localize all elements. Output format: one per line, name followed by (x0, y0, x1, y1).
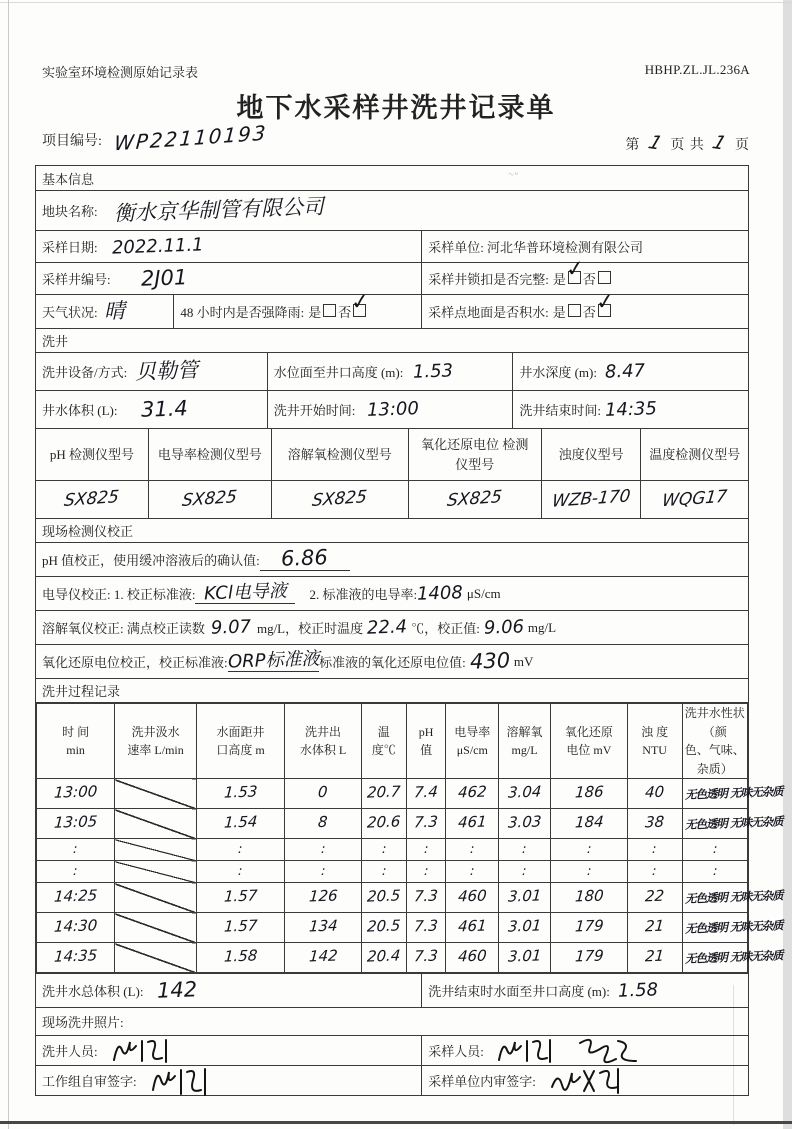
sampling-org: 采样单位: 河北华普环境检测有限公司 (428, 240, 644, 255)
process-cell: 21 (627, 913, 682, 943)
row-volume-times (36, 390, 748, 428)
process-cell: : (196, 839, 284, 861)
end-water-level-value: 1.58 (617, 979, 659, 1002)
instrument-model-value: WQG17 (661, 486, 729, 512)
process-cell: 1.57 (196, 913, 284, 943)
instrument-model (541, 481, 641, 518)
process-cell: 20.6 (361, 809, 406, 839)
section-title: 洗井过程记录 (42, 684, 121, 699)
washer-label: 洗井人员: (42, 1044, 98, 1060)
section-title: 现场检测仪校正 (42, 524, 134, 539)
section-title: 洗井 (42, 334, 69, 349)
self-review-label: 工作组自审签字: (42, 1074, 137, 1090)
cond-rate-label: 2. 标准液的电导率: (309, 587, 418, 602)
yes-word: 是 (308, 305, 322, 320)
row-signatures (36, 1065, 748, 1095)
section-title: 基本信息 (42, 171, 95, 187)
page-total-value: 1 (709, 131, 731, 155)
sample-date-label: 采样日期: (42, 240, 98, 255)
instrument-header (271, 429, 408, 480)
instrument-model (36, 481, 148, 518)
process-cell: 461 (446, 913, 499, 943)
row-instrument-models (36, 480, 748, 518)
lock-intact-label: 采样井锁扣是否完整: (428, 272, 549, 287)
process-cell: 180 (550, 883, 627, 913)
sampler-signature-scribble-2 (574, 1035, 644, 1067)
well-volume-value: 31.4 (141, 396, 189, 422)
instrument-header-text: 氧化还原电位 检测仪型号 (421, 437, 529, 472)
check-mark: ✓ (594, 288, 616, 316)
page-word: 第 (625, 138, 641, 153)
process-cell: 3.01 (499, 943, 551, 973)
process-cell: 460 (446, 883, 499, 913)
check-mark: ✓ (564, 255, 586, 283)
process-cell: 7.3 (406, 883, 446, 913)
row-photos (36, 1007, 748, 1035)
row-orp-calibration (36, 644, 748, 678)
start-time-value: 13:00 (366, 397, 420, 421)
process-cell: : (446, 839, 499, 861)
process-column-header: pH 值 (406, 704, 446, 779)
lock-no-checkbox (596, 270, 613, 288)
do-value-label: ℃，校正值: (411, 621, 480, 636)
process-cell: 38 (627, 809, 682, 839)
process-table (36, 703, 783, 973)
site-photo-label: 现场洗井照片: (42, 1015, 124, 1031)
sampler-signature-scribble-1 (494, 1036, 564, 1066)
process-cell: 40 (627, 779, 682, 809)
well-id-label: 采样井编号: (42, 272, 111, 287)
process-cell: : (196, 861, 284, 883)
process-cell: 179 (550, 913, 627, 943)
project-number-value: WP22110193 (113, 120, 269, 156)
process-cell: 7.3 (406, 913, 446, 943)
document-code: HBHP.ZL.JL.236A (644, 62, 750, 77)
process-record-area (36, 702, 783, 973)
scan-edge-bottom (0, 1121, 792, 1124)
process-cell: : (406, 861, 446, 883)
rain-yes-checkbox (321, 303, 338, 321)
row-date-org (36, 230, 748, 262)
process-cell: : (627, 861, 682, 883)
process-cell: : (682, 839, 748, 861)
do-reading-value: 9.07 (210, 615, 252, 639)
instrument-header-text: 溶解氧检测仪型号 (287, 446, 392, 462)
device-value: 贝勒管 (134, 357, 199, 385)
process-cell: 22 (627, 883, 682, 913)
process-column-header: 温 度℃ (361, 704, 406, 779)
total-volume-label: 洗井水总体积 (L): (42, 984, 144, 1000)
page-title: 地下水采样井洗井记录单 (236, 93, 556, 123)
instrument-header (541, 429, 641, 480)
well-volume-label: 井水体积 (L): (42, 403, 118, 418)
process-column-header: 洗井水性状（颜 色、气味、杂质） (682, 704, 748, 779)
do-calibration-label: 溶解氧仪校正: 满点校正读数 (42, 621, 205, 636)
process-row (37, 779, 748, 809)
scan-edge-right (783, 0, 792, 1129)
yes-word: 是 (552, 272, 566, 287)
sampler-label: 采样人员: (428, 1044, 484, 1060)
cond-standard-value: KCl电导液 (203, 580, 288, 604)
process-column-header: 溶解氧 mg/L (499, 704, 551, 779)
process-cell: 20.5 (361, 913, 406, 943)
instrument-header (640, 429, 748, 480)
total-volume-value: 142 (157, 977, 198, 1004)
instrument-model (271, 481, 408, 518)
process-cell (115, 883, 197, 913)
process-cell: : (499, 839, 551, 861)
process-cell: 21 (627, 943, 682, 973)
water-level-value: 1.53 (412, 359, 454, 383)
process-cell: 13:05 (37, 809, 115, 839)
process-cell (115, 913, 197, 943)
process-cell: 186 (550, 779, 627, 809)
page-counter (625, 131, 750, 155)
process-cell: 无色透明 无味无杂质 (682, 913, 748, 943)
process-cell (115, 779, 197, 809)
do-unit: mg/L (527, 619, 557, 635)
instrument-header (408, 429, 541, 480)
process-cell: : (682, 861, 748, 883)
process-column-header: 氧化还原 电位 mV (550, 704, 627, 779)
process-cell: 184 (550, 809, 627, 839)
page-word: 页 共 (670, 138, 705, 153)
process-cell: 3.01 (499, 913, 551, 943)
ponding-label: 采样点地面是否积水: (428, 305, 549, 320)
process-row (37, 839, 748, 861)
process-cell (115, 943, 197, 973)
process-cell: 1.53 (196, 779, 284, 809)
do-cal-value: 9.06 (483, 615, 525, 639)
process-cell: 7.4 (406, 779, 446, 809)
row-totals (36, 973, 748, 1007)
water-level-label: 水位面至井口高度 (m): (273, 365, 404, 380)
process-cell: 20.4 (361, 943, 406, 973)
process-row (37, 883, 748, 913)
cond-rate-value: 1408 (416, 581, 464, 605)
instrument-model-value: SX825 (446, 486, 504, 512)
process-cell: : (361, 861, 406, 883)
process-cell: 14:35 (37, 943, 115, 973)
process-row (37, 861, 748, 883)
end-time-value: 14:35 (604, 397, 658, 421)
process-cell: : (446, 861, 499, 883)
rain-48h-label: 48 小时内是否强降雨: (180, 305, 305, 320)
instrument-header (148, 429, 271, 480)
process-cell: 无色透明 无味无杂质 (682, 943, 748, 973)
no-word: 否 (582, 305, 596, 320)
process-cell: : (550, 861, 627, 883)
row-device-depths (36, 352, 748, 390)
well-depth-label: 井水深度 (m): (519, 365, 597, 380)
process-cell: 3.03 (499, 809, 551, 839)
do-temp-value: 22.4 (366, 615, 408, 639)
row-well-lock (36, 255, 748, 294)
no-word: 否 (582, 272, 596, 287)
process-cell: 无色透明 无味无杂质 (682, 809, 748, 839)
check-mark: ✓ (350, 288, 372, 316)
process-column-header: 时 间 min (37, 704, 115, 779)
instrument-header-text: 温度检测仪型号 (649, 446, 741, 462)
ponding-yes-checkbox (566, 303, 583, 321)
orp-value-label: 标准液的氧化还原电位值: (319, 655, 466, 670)
document-type-label: 实验室环境检测原始记录表 (42, 65, 199, 80)
process-column-header: 电导率 μS/cm (446, 704, 499, 779)
orp-value: 430 (469, 648, 511, 674)
process-cell: : (285, 861, 362, 883)
internal-review-signature-scribble (546, 1065, 632, 1097)
yes-word: 是 (552, 305, 566, 320)
row-do-calibration (36, 610, 748, 644)
ph-calibration-label: pH 值校正，使用缓冲溶液后的确认值: (42, 553, 260, 568)
process-cell: 3.01 (499, 883, 551, 913)
process-cell: : (499, 861, 551, 883)
process-cell: 1.57 (196, 883, 284, 913)
process-cell: 134 (285, 913, 362, 943)
page-number-value: 1 (645, 131, 666, 155)
process-cell: : (37, 861, 115, 883)
process-cell: : (361, 839, 406, 861)
cond-unit: μS/cm (466, 585, 501, 601)
scan-edge-top (0, 2, 792, 3)
row-ph-calibration (36, 542, 748, 576)
row-site-name (36, 190, 748, 230)
pencil-smudge: ~" (506, 168, 520, 183)
process-cell (115, 839, 197, 861)
process-cell: 14:25 (37, 883, 115, 913)
scan-edge-left (8, 0, 9, 1129)
orp-standard-value: ORP标准液 (227, 647, 320, 673)
end-time-label: 洗井结束时间: (519, 403, 601, 418)
process-cell: 460 (446, 943, 499, 973)
process-cell: : (285, 839, 362, 861)
self-review-signature-scribble (147, 1064, 221, 1098)
process-cell: 20.5 (361, 883, 406, 913)
process-cell: 7.3 (406, 943, 446, 973)
process-column-header: 洗井汲水 速率 L/min (115, 704, 197, 779)
no-word: 否 (338, 305, 352, 320)
lock-yes-checkbox (564, 255, 586, 288)
process-column-header: 水面距井 口高度 m (196, 704, 284, 779)
do-temp-label: mg/L，校正时温度 (256, 621, 364, 636)
process-cell: 13:00 (37, 779, 115, 809)
project-number-label: 项目编号: (42, 134, 102, 149)
rain-no-checkbox (350, 288, 372, 321)
process-row (37, 913, 748, 943)
process-column-header: 洗井出 水体积 L (285, 704, 362, 779)
process-cell: 142 (285, 943, 362, 973)
process-cell: 3.04 (499, 779, 551, 809)
page-word: 页 (735, 138, 750, 153)
process-cell: : (37, 839, 115, 861)
row-cond-calibration (36, 576, 748, 610)
instrument-model-value: SX825 (181, 486, 239, 512)
instrument-header-text: 电导率检测仪型号 (157, 446, 262, 462)
instrument-header (36, 429, 148, 480)
well-id-value: 2J01 (140, 265, 188, 291)
process-cell: 126 (285, 883, 362, 913)
process-cell: 0 (285, 779, 362, 809)
process-cell (115, 809, 197, 839)
start-time-label: 洗井开始时间: (273, 403, 356, 418)
record-form-table (35, 165, 783, 1096)
cond-calibration-label: 电导仪校正: 1. 校正标准液: (42, 587, 196, 602)
process-cell: 20.7 (361, 779, 406, 809)
instrument-header-text: pH 检测仪型号 (49, 446, 134, 462)
instrument-model (640, 481, 748, 518)
orp-unit: mV (513, 653, 534, 669)
instrument-model-value: SX825 (311, 486, 369, 512)
process-row (37, 809, 748, 839)
row-instrument-headers (36, 428, 748, 480)
process-cell: 1.58 (196, 943, 284, 973)
process-column-header: 浊 度 NTU (627, 704, 682, 779)
row-weather (36, 288, 748, 328)
device-label: 洗井设备/方式: (42, 365, 128, 380)
process-cell: : (406, 839, 446, 861)
instrument-model-value: SX825 (63, 486, 121, 512)
process-cell: 461 (446, 809, 499, 839)
instrument-model (408, 481, 541, 518)
row-personnel (36, 1035, 748, 1065)
end-water-level-label: 洗井结束时水面至井口高度 (m): (428, 984, 610, 1000)
section-basic-info (36, 166, 748, 190)
process-cell: 462 (446, 779, 499, 809)
instrument-header-text: 浊度仪型号 (558, 446, 624, 462)
process-cell: 7.3 (406, 809, 446, 839)
process-cell: 无色透明 无味无杂质 (682, 779, 748, 809)
instrument-model-value: WZB-170 (551, 486, 632, 512)
well-depth-value: 8.47 (604, 359, 646, 383)
ponding-no-checkbox (594, 288, 616, 321)
process-cell: 1.54 (196, 809, 284, 839)
process-cell: : (627, 839, 682, 861)
site-name-label: 地块名称: (42, 204, 98, 219)
process-cell (115, 861, 197, 883)
section-process-record (36, 678, 748, 702)
internal-review-label: 采样单位内审签字: (428, 1074, 536, 1090)
site-name-value: 衡水京华制管有限公司 (113, 194, 324, 226)
process-cell: 8 (285, 809, 362, 839)
process-cell: 无色透明 无味无杂质 (682, 883, 748, 913)
ph-confirm-value: 6.86 (280, 545, 329, 571)
weather-label: 天气状况: (42, 305, 98, 320)
sample-date-value: 2022.11.1 (111, 233, 204, 259)
orp-calibration-label: 氧化还原电位校正，校正标准液: (42, 655, 228, 670)
section-calibration (36, 518, 748, 542)
instrument-model (148, 481, 271, 518)
process-cell: 14:30 (37, 913, 115, 943)
process-cell: 179 (550, 943, 627, 973)
washer-signature-scribble (108, 1036, 182, 1066)
process-cell: : (550, 839, 627, 861)
weather-value: 晴 (103, 298, 126, 324)
section-washing (36, 328, 748, 352)
process-row (37, 943, 748, 973)
